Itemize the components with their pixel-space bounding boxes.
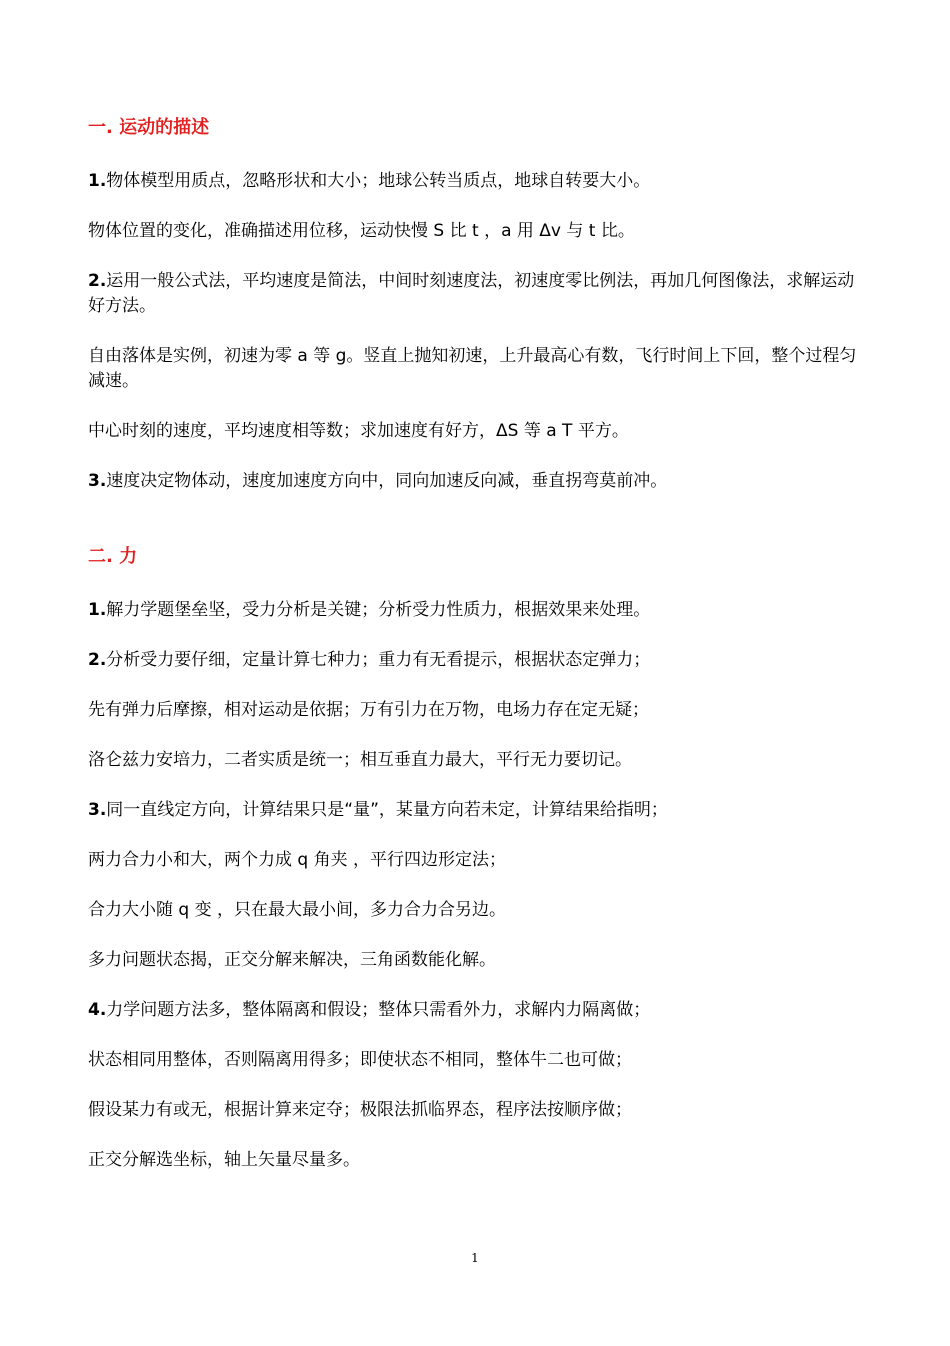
- paragraph: [88, 898, 858, 923]
- paragraph: [88, 469, 858, 494]
- paragraph-text: 两力合力小和大，两个力成 q 角夹 ，平行四边形定法；: [88, 850, 507, 870]
- paragraph-text: 中心时刻的速度，平均速度相等数；求加速度有好方，ΔS 等 a T 平方。: [88, 421, 629, 441]
- paragraph: [88, 1048, 858, 1073]
- paragraph-number: 3.: [88, 471, 107, 491]
- paragraph: [88, 798, 858, 823]
- paragraph-number: 4.: [88, 1000, 107, 1020]
- page-number: 1: [471, 1251, 479, 1265]
- paragraph: [88, 698, 858, 723]
- paragraph-text: 解力学题堡垒坚，受力分析是关键；分析受力性质力，根据效果来处理。: [106, 600, 651, 620]
- paragraph: [88, 648, 858, 673]
- paragraph: [88, 598, 858, 623]
- paragraph-text: 自由落体是实例，初速为零 a 等 g。竖直上抛知初速，上升最高心有数，飞行时间上下回，整个过程匀减速。: [88, 346, 857, 391]
- paragraph-text: 分析受力要仔细，定量计算七种力；重力有无看提示，根据状态定弹力；: [106, 650, 651, 670]
- paragraph-text: 正交分解选坐标，轴上矢量尽量多。: [88, 1150, 360, 1170]
- paragraph-number: 2.: [88, 271, 107, 291]
- paragraph-text: 物体模型用质点，忽略形状和大小；地球公转当质点，地球自转要大小。: [106, 171, 651, 191]
- paragraph-text: 物体位置的变化，准确描述用位移，运动快慢 S 比 t ，a 用 Δv 与 t 比。: [88, 221, 635, 241]
- paragraph: [88, 948, 858, 973]
- paragraph-text: 假设某力有或无，根据计算来定夺；极限法抓临界态，程序法按顺序做；: [88, 1100, 632, 1120]
- paragraph: [88, 1148, 858, 1173]
- paragraph-text: 多力问题状态揭，正交分解来解决，三角函数能化解。: [88, 950, 496, 970]
- paragraph: [88, 419, 858, 444]
- paragraph: [88, 1098, 858, 1123]
- paragraph: [88, 748, 858, 773]
- paragraph: [88, 344, 858, 394]
- paragraph-text: 洛仑兹力安培力，二者实质是统一；相互垂直力最大，平行无力要切记。: [88, 750, 632, 770]
- paragraph: [88, 848, 858, 873]
- paragraph-text: 先有弹力后摩擦，相对运动是依据；万有引力在万物，电场力存在定无疑；: [88, 700, 649, 720]
- paragraph: [88, 169, 858, 194]
- paragraph-number: 3.: [88, 800, 107, 820]
- paragraph-text: 同一直线定方向，计算结果只是“量”，某量方向若未定，计算结果给指明；: [106, 800, 668, 820]
- section-title-motion: 一. 运动的描述: [88, 117, 210, 138]
- paragraph-text: 速度决定物体动，速度加速度方向中，同向加速反向减，垂直拐弯莫前冲。: [106, 471, 668, 491]
- paragraph-text: 力学问题方法多，整体隔离和假设；整体只需看外力，求解内力隔离做；: [106, 1000, 651, 1020]
- paragraph: [88, 269, 858, 319]
- document-content: [88, 113, 858, 1173]
- paragraph: [88, 998, 858, 1023]
- paragraph-text: 合力大小随 q 变 ，只在最大最小间，多力合力合另边。: [88, 900, 507, 920]
- section-title-force: 二. 力: [88, 546, 138, 567]
- paragraph-number: 1.: [88, 171, 107, 191]
- paragraph-text: 运用一般公式法，平均速度是简法，中间时刻速度法，初速度零比例法，再加几何图像法，求解运动好方法。: [88, 271, 855, 316]
- paragraph: [88, 219, 858, 244]
- paragraph-text: 状态相同用整体，否则隔离用得多；即使状态不相同，整体牛二也可做；: [88, 1050, 632, 1070]
- paragraph-number: 1.: [88, 600, 107, 620]
- paragraph-number: 2.: [88, 650, 107, 670]
